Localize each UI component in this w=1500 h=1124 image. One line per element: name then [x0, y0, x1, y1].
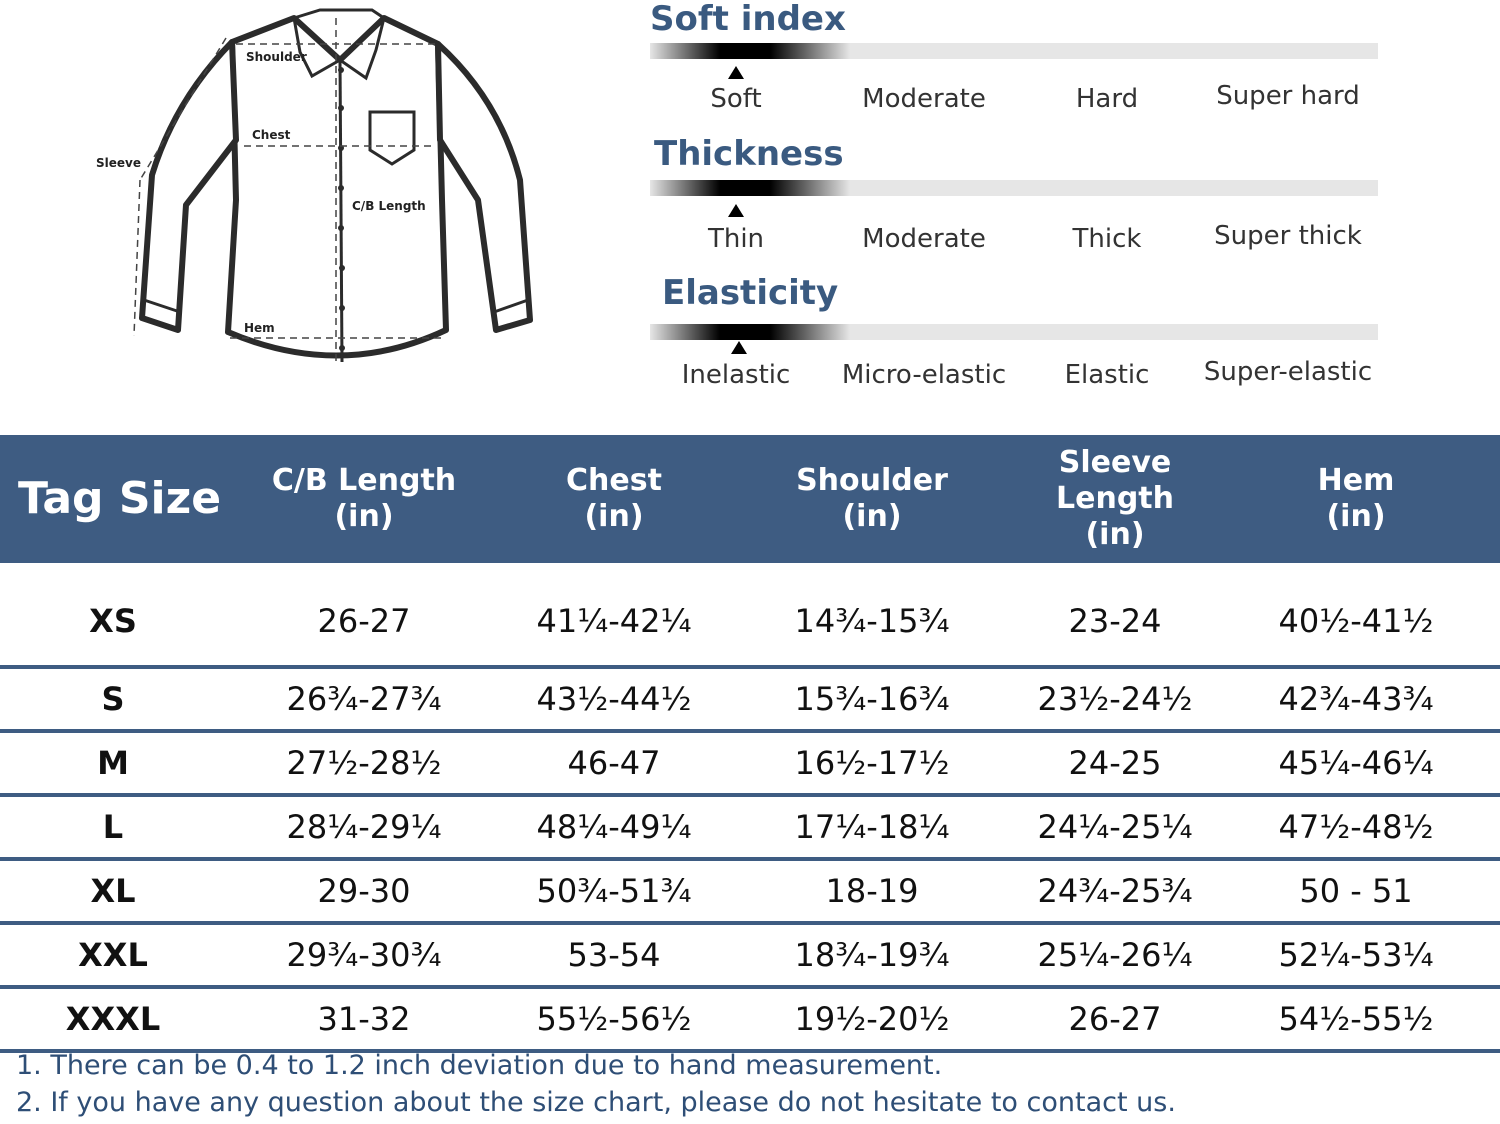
- cell-cb-length: 27½-28½: [226, 731, 502, 795]
- cell-size: XXL: [0, 923, 226, 987]
- cell-cb-length: 29-30: [226, 859, 502, 923]
- soft-index-marker-icon: [728, 66, 744, 79]
- header-unit: (in): [334, 499, 394, 534]
- elasticity-option: Super-elastic: [1203, 357, 1373, 387]
- cell-shoulder: 17¼-18¼: [726, 795, 1018, 859]
- thickness-marker-icon: [728, 204, 744, 217]
- cell-cb-length: 26-27: [226, 563, 502, 667]
- cell-shoulder: 16½-17½: [726, 731, 1018, 795]
- cell-shoulder: 15¾-16¾: [726, 667, 1018, 731]
- header-label: Sleeve Length: [1056, 445, 1174, 516]
- elasticity-bar: [650, 324, 1378, 340]
- soft-index-bar: [650, 43, 1378, 59]
- cell-sleeve: 24¾-25¾: [1018, 859, 1212, 923]
- header-cb-length: [226, 435, 502, 563]
- header-unit: (in): [1085, 517, 1145, 552]
- cell-chest: 43½-44½: [502, 667, 726, 731]
- cell-cb-length: 26¾-27¾: [226, 667, 502, 731]
- cell-hem: 40½-41½: [1212, 563, 1500, 667]
- cell-shoulder: 19½-20½: [726, 987, 1018, 1051]
- cell-shoulder: 18¾-19¾: [726, 923, 1018, 987]
- table-row: [0, 923, 1500, 987]
- cell-size: L: [0, 795, 226, 859]
- cell-chest: 48¼-49¼: [502, 795, 726, 859]
- table-header-row: [0, 435, 1500, 563]
- thickness-option: Thick: [1072, 224, 1142, 254]
- cell-cb-length: 31-32: [226, 987, 502, 1051]
- cell-chest: 41¼-42¼: [502, 563, 726, 667]
- thickness-option: Super thick: [1214, 221, 1362, 251]
- cell-size: S: [0, 667, 226, 731]
- cell-chest: 55½-56½: [502, 987, 726, 1051]
- soft-index-option: Moderate: [862, 84, 986, 114]
- table-row: [0, 859, 1500, 923]
- table-row: [0, 987, 1500, 1051]
- header-unit: (in): [1326, 499, 1386, 534]
- diagram-label-chest: Chest: [252, 128, 291, 142]
- elasticity-option: Inelastic: [681, 360, 791, 390]
- elasticity-marker-icon: [731, 341, 747, 354]
- header-sleeve-length: [1018, 435, 1212, 563]
- cell-sleeve: 25¼-26¼: [1018, 923, 1212, 987]
- cell-hem: 47½-48½: [1212, 795, 1500, 859]
- note-deviation: 1. There can be 0.4 to 1.2 inch deviation due to hand measurement.: [16, 1050, 943, 1081]
- thickness-option: Moderate: [862, 224, 986, 254]
- header-chest: [502, 435, 726, 563]
- cell-hem: 45¼-46¼: [1212, 731, 1500, 795]
- soft-index-title: Soft index: [650, 0, 846, 39]
- size-chart-table: [0, 435, 1500, 1053]
- cell-shoulder: 18-19: [726, 859, 1018, 923]
- table-row: [0, 563, 1500, 667]
- cell-size: XS: [0, 563, 226, 667]
- cell-hem: 50 - 51: [1212, 859, 1500, 923]
- diagram-label-shoulder: Shoulder: [246, 50, 307, 64]
- cell-hem: 42¾-43¾: [1212, 667, 1500, 731]
- cell-size: XL: [0, 859, 226, 923]
- cell-cb-length: 28¼-29¼: [226, 795, 502, 859]
- header-tag-size: Tag Size: [0, 435, 226, 563]
- header-hem: [1212, 435, 1500, 563]
- cell-shoulder: 14¾-15¾: [726, 563, 1018, 667]
- cell-sleeve: 23½-24½: [1018, 667, 1212, 731]
- soft-index-option: Super hard: [1216, 81, 1360, 111]
- cell-hem: 54½-55½: [1212, 987, 1500, 1051]
- diagram-label-cb-length: C/B Length: [352, 199, 426, 213]
- cell-sleeve: 23-24: [1018, 563, 1212, 667]
- header-label: Shoulder: [796, 463, 948, 498]
- cell-size: XXXL: [0, 987, 226, 1051]
- elasticity-option: Elastic: [1064, 360, 1150, 390]
- cell-sleeve: 24¼-25¼: [1018, 795, 1212, 859]
- header-label: Hem: [1317, 463, 1395, 498]
- diagram-label-hem: Hem: [244, 321, 275, 335]
- soft-index-option: Hard: [1075, 84, 1139, 114]
- soft-index-option: Soft: [710, 84, 762, 114]
- shirt-diagram: [80, 0, 550, 380]
- header-label: Chest: [566, 463, 662, 498]
- cell-sleeve: 26-27: [1018, 987, 1212, 1051]
- elasticity-title: Elasticity: [662, 273, 839, 313]
- cell-chest: 53-54: [502, 923, 726, 987]
- note-contact: 2. If you have any question about the size chart, please do not hesitate to contact us.: [16, 1087, 1176, 1118]
- cell-chest: 50¾-51¾: [502, 859, 726, 923]
- header-unit: (in): [584, 499, 644, 534]
- table-row: [0, 731, 1500, 795]
- table-row: [0, 795, 1500, 859]
- cell-hem: 52¼-53¼: [1212, 923, 1500, 987]
- header-label: C/B Length: [271, 463, 457, 498]
- diagram-label-sleeve: Sleeve: [96, 156, 141, 170]
- header-shoulder: [726, 435, 1018, 563]
- header-unit: (in): [842, 499, 902, 534]
- elasticity-option: Micro-elastic: [841, 360, 1007, 390]
- cell-size: M: [0, 731, 226, 795]
- cell-cb-length: 29¾-30¾: [226, 923, 502, 987]
- cell-chest: 46-47: [502, 731, 726, 795]
- cell-sleeve: 24-25: [1018, 731, 1212, 795]
- thickness-bar: [650, 180, 1378, 196]
- thickness-title: Thickness: [654, 134, 844, 174]
- table-row: [0, 667, 1500, 731]
- thickness-option: Thin: [707, 224, 765, 254]
